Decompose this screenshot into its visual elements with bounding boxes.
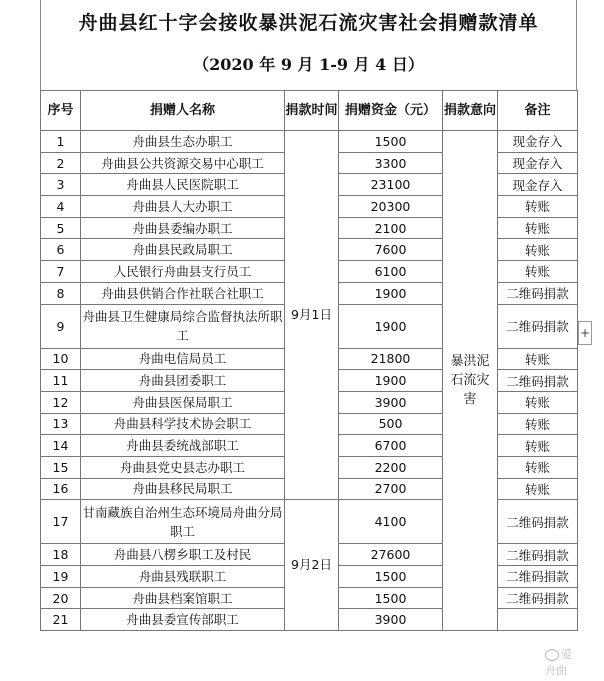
payment-note: 现金存入 [498,152,578,174]
row-number: 15 [41,456,81,478]
donor-name: 甘南藏族自治州生态环境局舟曲分局职工 [81,500,285,544]
expand-column-button[interactable]: + [578,321,592,345]
donor-name: 舟曲县科学技术协会职工 [81,413,285,435]
header-time: 捐款时间 [285,91,339,131]
wechat-icon [545,649,559,661]
row-number: 9 [41,304,81,348]
purpose-text: 暴洪泥石流灾害 [450,354,490,408]
donor-name: 舟曲县残联职工 [81,566,285,588]
donor-name: 舟曲县移民局职工 [81,478,285,500]
donor-name: 舟曲县生态办职工 [81,131,285,153]
donation-amount: 27600 [339,544,443,566]
donor-name: 舟曲电信局员工 [81,348,285,370]
donation-amount: 6700 [339,435,443,457]
donation-amount: 1500 [339,566,443,588]
donation-amount: 1500 [339,131,443,153]
donation-time-group-2: 9月2日 [285,500,339,631]
row-number: 18 [41,544,81,566]
donor-name: 舟曲县人民医院职工 [81,174,285,196]
donor-name: 舟曲县委统战部职工 [81,435,285,457]
donation-amount: 21800 [339,348,443,370]
donor-name: 人民银行舟曲县支行员工 [81,261,285,283]
donor-name: 舟曲县民政局职工 [81,239,285,261]
payment-note: 转账 [498,348,578,370]
payment-note: 转账 [498,478,578,500]
document-subtitle: （2020 年 9 月 1-9 月 4 日） [193,55,424,74]
row-number: 17 [41,500,81,544]
donation-amount: 2100 [339,217,443,239]
row-number: 6 [41,239,81,261]
row-number: 8 [41,282,81,304]
payment-note: 现金存入 [498,131,578,153]
payment-note [498,609,578,631]
row-number: 19 [41,566,81,588]
payment-note: 二维码捐款 [498,304,578,348]
donor-name: 舟曲县人大办职工 [81,196,285,218]
payment-note: 转账 [498,217,578,239]
header-donor: 捐赠人名称 [81,91,285,131]
donation-amount: 2200 [339,456,443,478]
payment-note: 二维码捐款 [498,566,578,588]
payment-note: 转账 [498,239,578,261]
header-no: 序号 [41,91,81,131]
donation-amount: 7600 [339,239,443,261]
donation-amount: 500 [339,413,443,435]
row-number: 13 [41,413,81,435]
row-number: 2 [41,152,81,174]
row-number: 16 [41,478,81,500]
row-number: 7 [41,261,81,283]
payment-note: 二维码捐款 [498,370,578,392]
table-row [41,500,578,544]
donation-amount: 3300 [339,152,443,174]
payment-note: 二维码捐款 [498,282,578,304]
donation-time-group-1: 9月1日 [285,131,339,500]
donation-amount: 23100 [339,174,443,196]
payment-note: 转账 [498,196,578,218]
donation-amount: 2700 [339,478,443,500]
donation-amount: 1900 [339,282,443,304]
header-amount: 捐赠资金（元） [339,91,443,131]
row-number: 4 [41,196,81,218]
donation-amount: 1900 [339,304,443,348]
donor-name: 舟曲县医保局职工 [81,391,285,413]
row-number: 11 [41,370,81,392]
donation-table [40,90,578,631]
donation-purpose [443,131,498,631]
payment-note: 转账 [498,435,578,457]
table-row [41,131,578,153]
payment-note: 转账 [498,456,578,478]
watermark-text: 爱舟曲 [545,648,572,677]
row-number: 3 [41,174,81,196]
row-number: 21 [41,609,81,631]
donor-name: 舟曲县委宣传部职工 [81,609,285,631]
watermark [545,646,577,678]
document-title: 舟曲县红十字会接收暴洪泥石流灾害社会捐赠款清单 [78,12,539,34]
payment-note: 现金存入 [498,174,578,196]
row-number: 20 [41,587,81,609]
donor-name: 舟曲县档案馆职工 [81,587,285,609]
donor-name: 舟曲县党史县志办职工 [81,456,285,478]
header-note: 备注 [498,91,578,131]
row-number: 5 [41,217,81,239]
document-sheet [40,0,577,681]
donor-name: 舟曲县八楞乡职工及村民 [81,544,285,566]
donor-name: 舟曲县公共资源交易中心职工 [81,152,285,174]
donation-amount: 4100 [339,500,443,544]
donation-amount: 3900 [339,391,443,413]
row-number: 10 [41,348,81,370]
row-number: 12 [41,391,81,413]
donor-name: 舟曲县卫生健康局综合监督执法所职工 [81,304,285,348]
payment-note: 转账 [498,413,578,435]
payment-note: 二维码捐款 [498,500,578,544]
donation-amount: 1500 [339,587,443,609]
title-area [40,0,577,91]
header-purpose: 捐款意向 [443,91,498,131]
donation-amount: 3900 [339,609,443,631]
donation-amount: 6100 [339,261,443,283]
payment-note: 转账 [498,261,578,283]
payment-note: 二维码捐款 [498,587,578,609]
donation-amount: 1900 [339,370,443,392]
donor-name: 舟曲县团委职工 [81,370,285,392]
payment-note: 转账 [498,391,578,413]
row-number: 1 [41,131,81,153]
table-header-row [41,91,578,131]
donor-name: 舟曲县委编办职工 [81,217,285,239]
row-number: 14 [41,435,81,457]
donor-name: 舟曲县供销合作社联合社职工 [81,282,285,304]
donation-amount: 20300 [339,196,443,218]
payment-note: 二维码捐款 [498,544,578,566]
